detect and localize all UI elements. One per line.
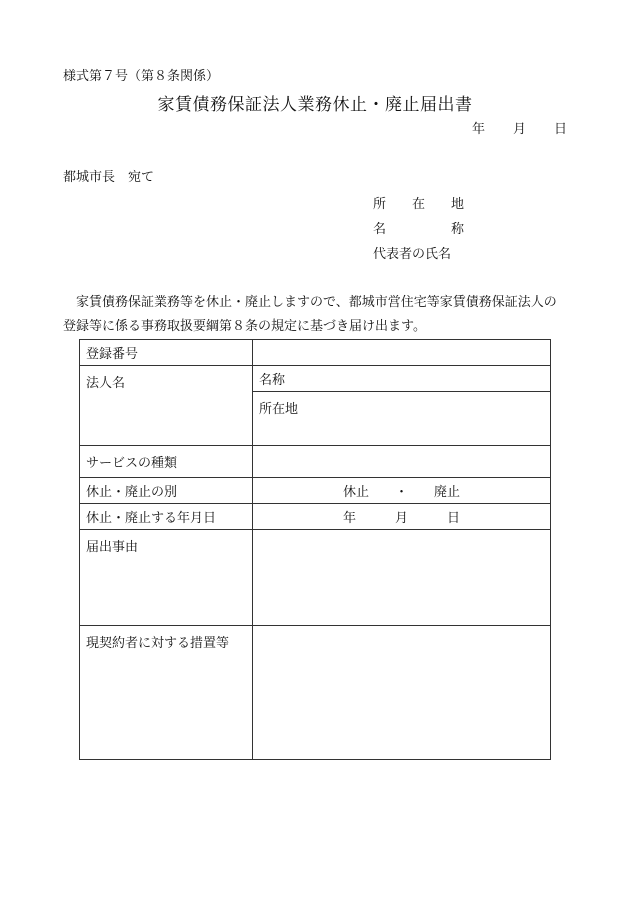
- body-text: 家賃債務保証業務等を休止・廃止しますので、都城市営住宅等家賃債務保証法人の登録等に係る事務取扱要綱第８条の規定に基づき届け出ます。: [63, 295, 557, 334]
- corporation-label: 法人名: [80, 366, 253, 446]
- suspension-type-field[interactable]: 休止 ・ 廃止: [253, 478, 551, 504]
- applicant-name-label: 名 称: [373, 222, 465, 237]
- form-table: [79, 339, 551, 760]
- reason-field[interactable]: [253, 530, 551, 626]
- measures-label: 現契約者に対する措置等: [80, 626, 253, 760]
- registration-number-label: 登録番号: [80, 340, 253, 366]
- reason-label: 届出事由: [80, 530, 253, 626]
- date-year: 年: [472, 122, 486, 137]
- registration-number-field[interactable]: [253, 340, 551, 366]
- date-day: 日: [554, 122, 568, 137]
- service-type-label: サービスの種類: [80, 446, 253, 478]
- row-suspension-type: [80, 478, 551, 504]
- form-number: 様式第７号（第８条関係）: [63, 69, 220, 84]
- suspension-date-field[interactable]: 年 月 日: [253, 504, 551, 530]
- applicant-address-label: 所 在 地: [373, 197, 465, 212]
- row-corporation-name: [80, 366, 551, 392]
- corporation-address-field[interactable]: 所在地: [253, 392, 551, 446]
- date-month: 月: [513, 122, 527, 137]
- row-service-type: [80, 446, 551, 478]
- measures-field[interactable]: [253, 626, 551, 760]
- suspension-type-label: 休止・廃止の別: [80, 478, 253, 504]
- corporation-name-field[interactable]: 名称: [253, 366, 551, 392]
- row-measures: [80, 626, 551, 760]
- date-line: [472, 118, 567, 137]
- service-type-field[interactable]: [253, 446, 551, 478]
- applicant-representative-label: 代表者の氏名: [373, 247, 452, 262]
- suspension-date-label: 休止・廃止する年月日: [80, 504, 253, 530]
- row-registration-number: [80, 340, 551, 366]
- addressee: 都城市長 宛て: [63, 170, 155, 185]
- row-suspension-date: [80, 504, 551, 530]
- row-reason: [80, 530, 551, 626]
- document-title: 家賃債務保証法人業務休止・廃止届出書: [157, 95, 473, 115]
